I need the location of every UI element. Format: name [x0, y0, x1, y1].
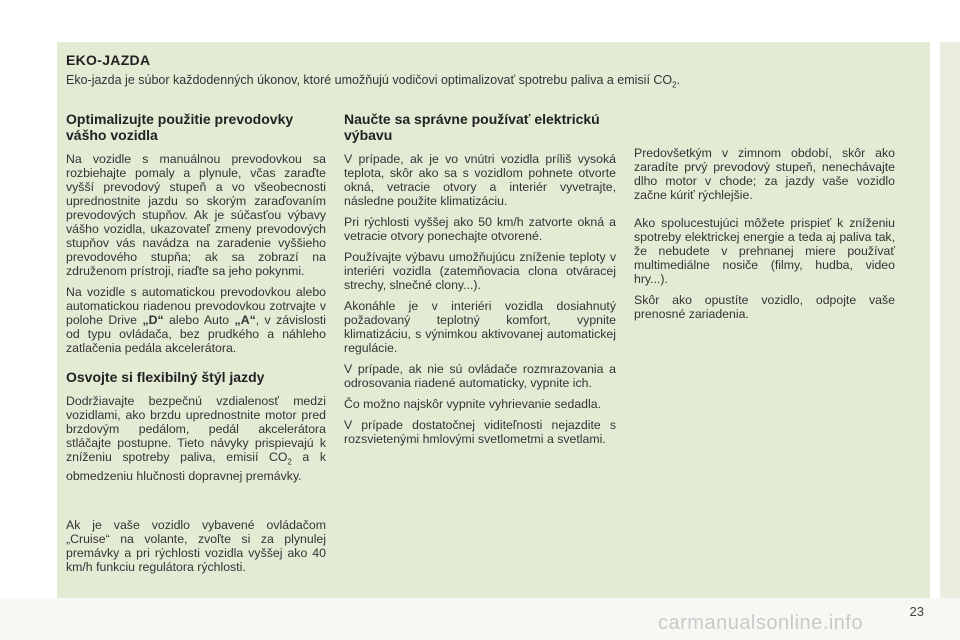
column-tips	[634, 146, 895, 328]
drive-label: „D“	[142, 313, 164, 327]
paragraph-shading: Používajte výbavu umožňujúcu zníženie teploty v interiéri vozidla (zatemňovacia clona otváracej strechy, slnečné clony...).	[344, 250, 616, 292]
paragraph-speed-windows: Pri rýchlosti vyššej ako 50 km/h zatvorte okná a vetracie otvory ponechajte otvorené.	[344, 215, 616, 243]
page-number: 23	[909, 604, 924, 619]
page-title: EKO-JAZDA	[66, 52, 151, 68]
watermark: carmanualsonline.info	[658, 612, 864, 634]
paragraph-automatic	[66, 285, 326, 355]
paragraph-seat-heating: Čo možno najskôr vypnite vyhrievanie sedadla.	[344, 397, 602, 411]
text-auto-b: alebo Auto	[163, 313, 235, 327]
paragraph-distance	[66, 394, 326, 483]
text-distance-a: Dodržiavajte bezpečnú vzdialenosť medzi vozidlami, ako brzdu uprednostnite motor pred brzdovým pedálom, pedál akcelerátora stláčajte postupne. Tieto návyky prispievajú k zníženiu spotreby paliva, emisií CO	[66, 394, 326, 464]
intro-subscript: 2	[672, 80, 677, 90]
paragraph-fog-lights: V prípade dostatočnej viditeľnosti nejazdite s rozsvietenými hmlovými svetlometmi a svetlami.	[344, 418, 616, 446]
heading-electrics: Naučte sa správne používať elektrickú výbavu	[344, 111, 600, 143]
co2-subscript: 2	[287, 457, 292, 467]
paragraph-manual: Na vozidle s manuálnou prevodovkou sa rozbiehajte pomaly a plynule, včas zaraďte vyšší prevodový stupeň a vo všeobecnosti uprednostnite jazdu so skorým zaraďovaním prevodových stupňov. Ak je súčasťou výbavy vášho vozidla, ukazovateľ zmeny prevodových stupňov vás navádza na zaradenie vyššieho prevodového stupňa; ak sa zobrazí na združenom prístroji, riaďte sa jeho pokynmi.	[66, 152, 326, 278]
text-distance-b: a k obmedzeniu hlučnosti dopravnej premávky.	[66, 450, 326, 484]
intro-main: Eko-jazda je súbor každodenných úkonov, ktoré umožňujú vodičovi optimalizovať spotrebu paliva a emisií CO	[66, 73, 673, 87]
column-gearbox	[66, 111, 326, 581]
paragraph-devices: Skôr ako opustíte vozidlo, odpojte vaše prenosné zariadenia.	[634, 293, 895, 321]
column-electrics	[344, 111, 616, 453]
auto-label: „A“	[234, 313, 256, 327]
paragraph-ventilation: V prípade, ak je vo vnútri vozidla príliš vysoká teplota, skôr ako sa s vozidlom pohnete otvorte okná, vetracie otvory a interiér vyvetrajte, následne použite klimatizáciu.	[344, 152, 616, 208]
paragraph-climate: Akonáhle je v interiéri vozidla dosiahnutý požadovaný teplotný komfort, vypnite klimatizáciu, s výnimkou aktivovanej automatickej regulácie.	[344, 299, 616, 355]
paragraph-winter: Predovšetkým v zimnom období, skôr ako zaradíte prvý prevodový stupeň, nenechávajte dlho motor v chode; za jazdy vaše vozidlo začne kúriť rýchlejšie.	[634, 146, 895, 202]
intro-end: .	[676, 73, 681, 87]
paragraph-passengers: Ako spolucestujúci môžete prispieť k zníženiu spotreby elektrickej energie a teda aj paliva tak, že nebudete v prehnanej miere používať multimediálne nosiče (filmy, hudba, video hry...).	[634, 216, 895, 286]
heading-driving-style: Osvojte si flexibilný štýl jazdy	[66, 369, 265, 385]
heading-gearbox: Optimalizujte použitie prevodovky vášho vozidla	[66, 111, 294, 143]
paragraph-defrost: V prípade, ak nie sú ovládače rozmrazovania a odrosovania riadené automaticky, vypnite ich.	[344, 362, 616, 390]
text-auto-a: Na vozidle s automatickou prevodovkou alebo automatickou riadenou prevodovkou zotrvajte v polohe Drive	[66, 285, 326, 327]
paragraph-cruise: Ak je vaše vozidlo vybavené ovládačom „Cruise“ na volante, zvoľte si za plynulej premávky a pri rýchlosti vozidla vyššej ako 40 km/h funkciu regulátora rýchlosti.	[66, 518, 326, 575]
side-strip	[940, 42, 960, 598]
intro-text	[66, 73, 926, 90]
text-auto-c: , v závislosti od typu ovládača, bez prudkého a náhleho zatlačenia pedála akcelerátora.	[66, 313, 326, 355]
